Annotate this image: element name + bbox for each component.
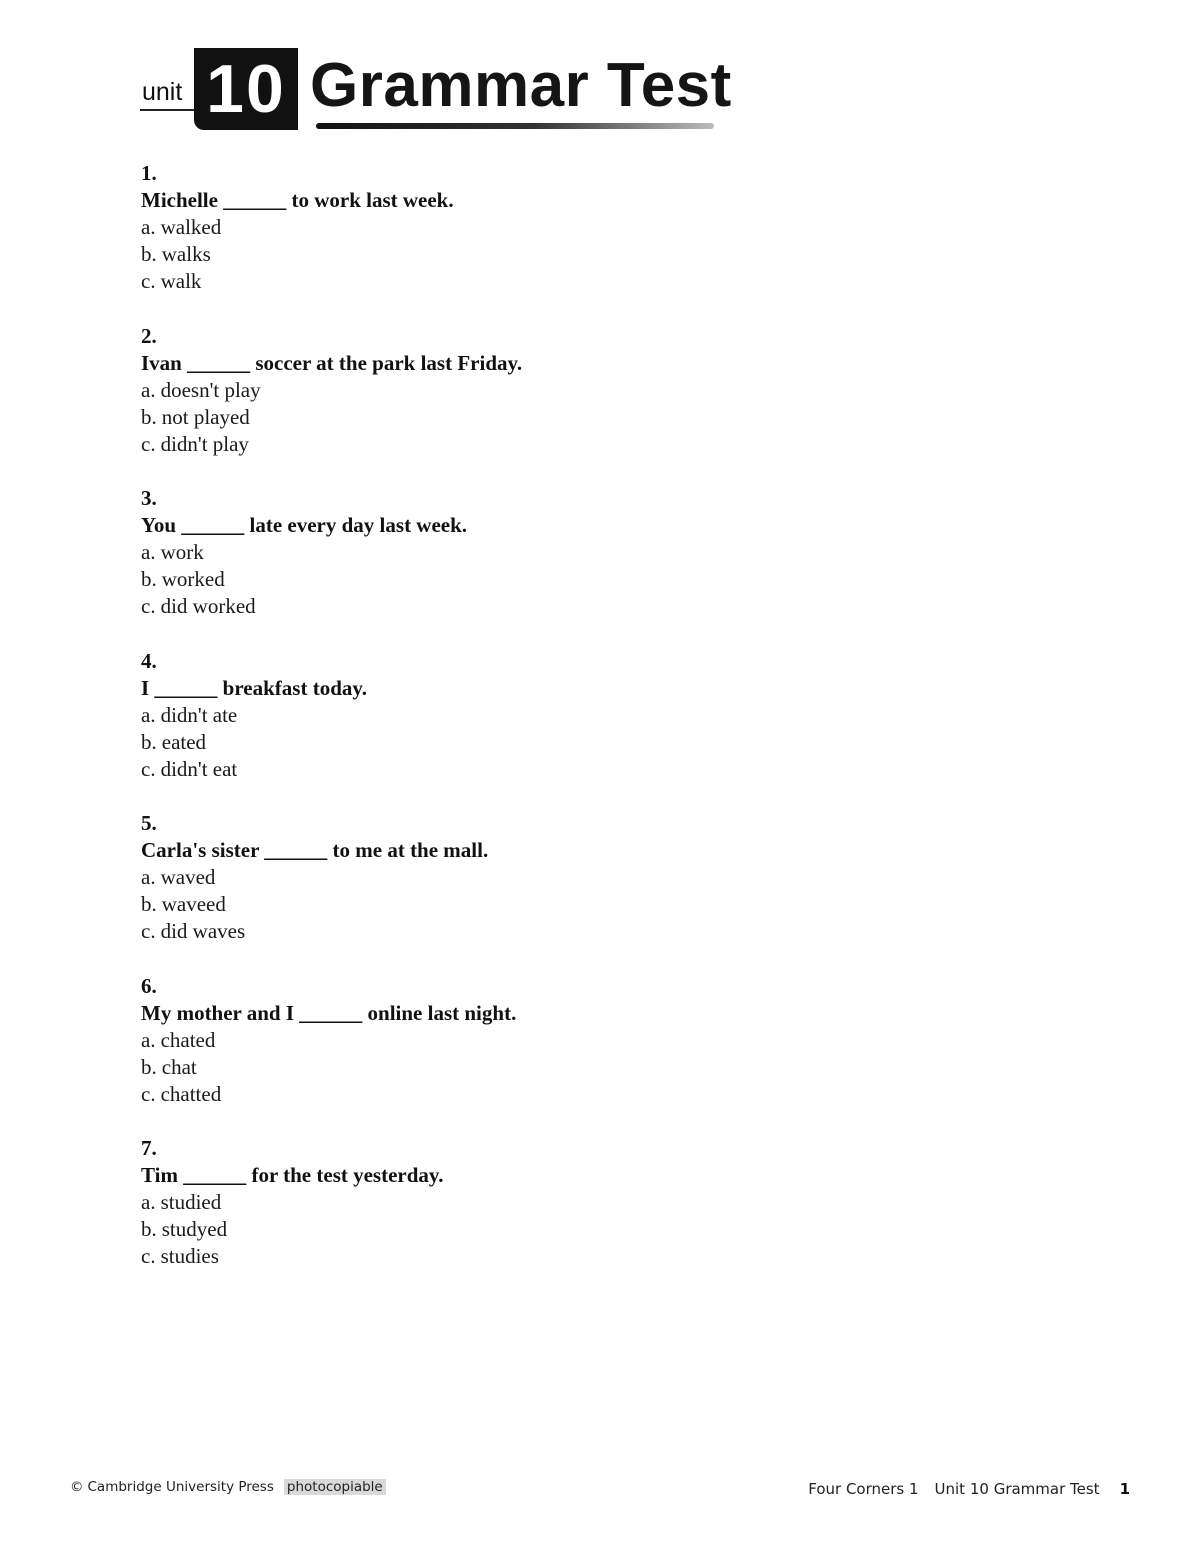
question-number: 3. [141, 486, 157, 510]
option-a [141, 377, 1041, 404]
page-header [140, 48, 732, 138]
unit-number: 10 [206, 51, 286, 127]
question-6 [141, 973, 1041, 1136]
copyright-symbol: © [70, 1479, 84, 1495]
option-letter: a. [141, 1027, 156, 1052]
option-letter: a. [141, 702, 156, 727]
question-stem: I ______ breakfast today. [141, 675, 367, 700]
option-c [141, 1243, 1041, 1270]
option-letter: a. [141, 215, 156, 239]
option-letter: c. [141, 1244, 156, 1268]
option-c [141, 1081, 1041, 1108]
option-text: walk [160, 269, 202, 293]
option-letter: c. [141, 756, 156, 781]
title-rule [316, 123, 714, 129]
footer-copyright [70, 1479, 386, 1495]
option-letter: c. [141, 594, 156, 618]
option-a [141, 702, 1041, 729]
option-text: waved [160, 865, 216, 889]
option-text: studies [160, 1244, 219, 1268]
question-number: 5. [141, 811, 157, 835]
option-c [141, 431, 1041, 458]
option-b [141, 404, 1041, 431]
unit-underline [140, 109, 196, 111]
question-number: 2. [141, 323, 157, 348]
option-c [141, 593, 1041, 620]
question-stem: Ivan ______ soccer at the park last Friday. [141, 350, 523, 375]
question-stem: Carla's sister ______ to me at the mall. [141, 838, 489, 862]
question-3 [141, 485, 1041, 648]
option-text: did waves [160, 919, 246, 943]
option-b [141, 1216, 1041, 1243]
option-a [141, 1027, 1041, 1054]
option-text: chat [161, 1054, 197, 1079]
question-number: 7. [141, 1136, 157, 1160]
option-letter: a. [141, 1190, 156, 1214]
option-letter: c. [141, 269, 156, 293]
question-stem: You ______ late every day last week. [141, 513, 468, 537]
option-letter: a. [141, 865, 156, 889]
option-a [141, 1189, 1041, 1216]
option-letter: b. [141, 729, 157, 754]
question-list [141, 160, 1041, 1298]
option-b [141, 891, 1041, 918]
option-letter: b. [141, 404, 157, 429]
question-2 [141, 323, 1041, 486]
footer-page-info [808, 1480, 1130, 1498]
option-letter: b. [141, 242, 157, 266]
question-5 [141, 810, 1041, 973]
option-a [141, 214, 1041, 241]
option-c [141, 268, 1041, 295]
option-c [141, 918, 1041, 945]
option-text: walks [161, 242, 211, 266]
option-a [141, 864, 1041, 891]
question-number: 6. [141, 973, 157, 998]
question-1 [141, 160, 1041, 323]
book-title: Four Corners 1 [808, 1480, 919, 1498]
option-text: studied [160, 1190, 222, 1214]
option-letter: c. [141, 1081, 156, 1106]
option-letter: b. [141, 892, 157, 916]
option-c [141, 756, 1041, 783]
question-number: 1. [141, 161, 157, 185]
option-letter: b. [141, 1054, 157, 1079]
option-b [141, 729, 1041, 756]
page-number: 1 [1119, 1480, 1130, 1498]
option-text: didn't ate [160, 702, 238, 727]
option-letter: b. [141, 567, 157, 591]
option-text: work [160, 540, 204, 564]
option-b [141, 1054, 1041, 1081]
question-stem: Tim ______ for the test yesterday. [141, 1163, 444, 1187]
option-text: eated [161, 729, 207, 754]
question-7 [141, 1135, 1041, 1298]
publisher-name: Cambridge University Press [87, 1479, 274, 1495]
option-text: doesn't play [160, 377, 261, 402]
option-letter: c. [141, 919, 156, 943]
question-4 [141, 648, 1041, 811]
option-text: worked [161, 567, 225, 591]
question-stem: Michelle ______ to work last week. [141, 188, 454, 212]
option-text: waveed [161, 892, 226, 916]
option-letter: a. [141, 540, 156, 564]
option-text: did worked [160, 594, 256, 618]
option-letter: b. [141, 1217, 157, 1241]
option-text: didn't eat [160, 756, 238, 781]
option-letter: a. [141, 377, 156, 402]
option-text: walked [160, 215, 222, 239]
option-text: chated [160, 1027, 216, 1052]
section-title: Unit 10 Grammar Test [934, 1480, 1100, 1498]
option-b [141, 241, 1041, 268]
question-stem: My mother and I ______ online last night. [141, 1000, 517, 1025]
question-number: 4. [141, 648, 157, 673]
option-text: didn't play [160, 431, 249, 456]
option-letter: c. [141, 431, 156, 456]
option-a [141, 539, 1041, 566]
unit-label: unit [142, 78, 183, 106]
option-text: not played [161, 404, 250, 429]
photocopiable-badge: photocopiable [284, 1479, 386, 1495]
option-b [141, 566, 1041, 593]
option-text: studyed [161, 1217, 228, 1241]
page-title: Grammar Test [310, 51, 732, 120]
option-text: chatted [160, 1081, 222, 1106]
